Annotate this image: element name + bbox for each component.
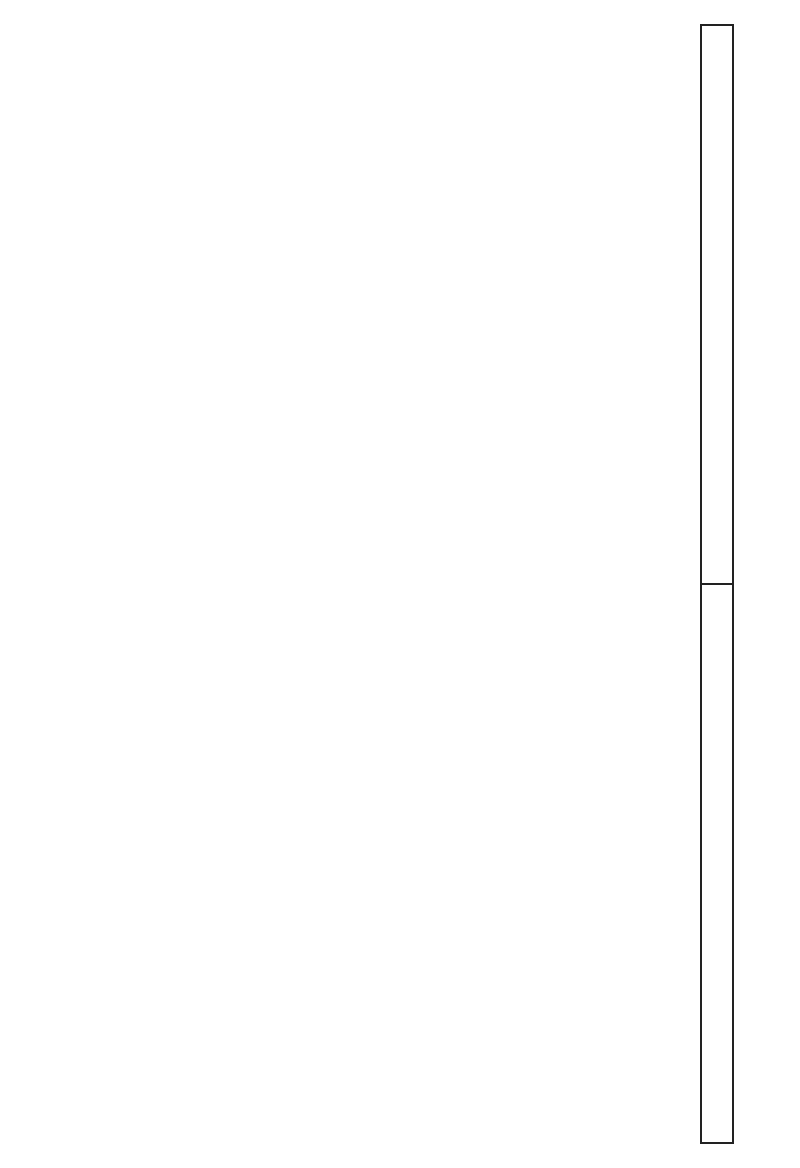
header-code bbox=[701, 25, 733, 584]
header-desc bbox=[701, 584, 733, 1143]
patients-table bbox=[700, 24, 734, 1144]
